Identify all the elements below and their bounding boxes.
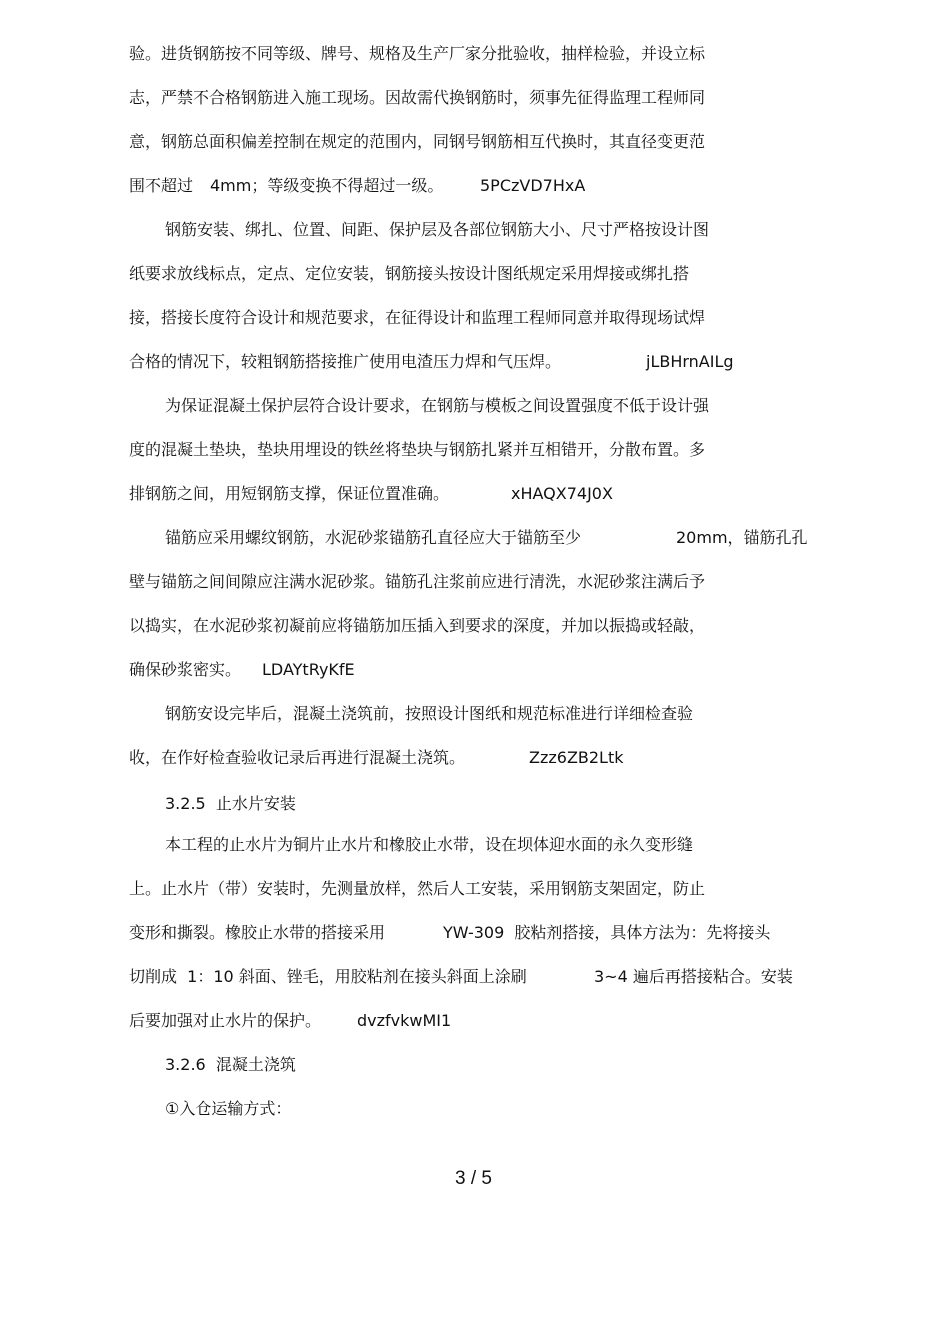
heading-text: 3.2.6 混凝土浇筑 — [165, 1055, 296, 1074]
line-text: 收，在作好检查验收记录后再进行混凝土浇筑。 — [129, 748, 466, 767]
line-code: Zzz6ZB2Ltk — [529, 748, 624, 767]
line-text: 上。止水片（带）安装时，先测量放样，然后人工安装，采用钢筋支架固定，防止 — [129, 879, 706, 898]
line-text-segment: 4mm；等级变换不得超过一级。 — [210, 176, 444, 195]
text-line — [0, 440, 706, 480]
line-text: 壁与锚筋之间间隙应注满水泥砂浆。锚筋孔注浆前应进行清洗，水泥砂浆注满后予 — [129, 572, 706, 591]
line-code: LDAYtRyKfE — [262, 660, 355, 679]
line-text: 后要加强对止水片的保护。 — [129, 1011, 322, 1030]
page-number: 3 / 5 — [455, 1168, 492, 1189]
line-text: 合格的情况下，较粗钢筋搭接推广使用电渣压力焊和气压焊。 — [129, 352, 562, 371]
line-text-segment: 3~4 遍后再搭接粘合。安装 — [594, 967, 793, 986]
line-text: 排钢筋之间，用短钢筋支撑，保证位置准确。 — [129, 484, 450, 503]
section-heading — [0, 1055, 296, 1095]
line-text: 意，钢筋总面积偏差控制在规定的范围内，同钢号钢筋相互代换时，其直径变更范 — [129, 132, 706, 151]
text-line — [0, 835, 694, 875]
line-text: 接，搭接长度符合设计和规范要求，在征得设计和监理工程师同意并取得现场试焊 — [129, 308, 706, 327]
section-heading — [0, 794, 296, 834]
line-text: 确保砂浆密实。 — [129, 660, 242, 679]
line-text: 变形和撕裂。橡胶止水带的搭接采用 — [129, 923, 386, 942]
line-text-segment: YW-309 胶粘剂搭接，具体方法为：先将接头 — [443, 923, 771, 942]
line-text: 验。进货钢筋按不同等级、牌号、规格及生产厂家分批验收，抽样检验，并设立标 — [129, 44, 706, 63]
line-text: 钢筋安装、绑扎、位置、间距、保护层及各部位钢筋大小、尺寸严格按设计图 — [165, 220, 710, 239]
line-code: dvzfvkwMI1 — [357, 1011, 452, 1030]
line-text: 度的混凝土垫块，垫块用埋设的铁丝将垫块与钢筋扎紧并互相错开，分散布置。多 — [129, 440, 706, 459]
line-text: 围不超过 — [129, 176, 194, 195]
line-text: 为保证混凝土保护层符合设计要求，在钢筋与模板之间设置强度不低于设计强 — [165, 396, 710, 415]
text-line — [0, 572, 706, 612]
line-code: 5PCzVD7HxA — [480, 176, 586, 195]
line-text: 志，严禁不合格钢筋进入施工现场。因故需代换钢筋时，须事先征得监理工程师同 — [129, 88, 706, 107]
list-item-text: ①入仓运输方式： — [165, 1099, 292, 1118]
heading-text: 3.2.5 止水片安装 — [165, 794, 296, 813]
line-text: 纸要求放线标点，定点、定位安装，钢筋接头按设计图纸规定采用焊接或绑扎搭 — [129, 264, 690, 283]
line-text: 本工程的止水片为铜片止水片和橡胶止水带，设在坝体迎水面的永久变形缝 — [165, 835, 694, 854]
text-line — [0, 88, 706, 128]
text-line — [0, 396, 710, 436]
text-line — [0, 704, 694, 744]
text-line — [0, 308, 706, 348]
line-code: jLBHrnAILg — [646, 352, 734, 371]
text-line — [0, 616, 706, 656]
line-text: 钢筋安设完毕后，混凝土浇筑前，按照设计图纸和规范标准进行详细检查验 — [165, 704, 694, 723]
line-text-segment: 20mm，锚筋孔孔 — [676, 528, 808, 547]
text-line — [0, 132, 706, 172]
text-line — [0, 44, 706, 84]
list-item — [0, 1099, 292, 1139]
line-text: 锚筋应采用螺纹钢筋，水泥砂浆锚筋孔直径应大于锚筋至少 — [165, 528, 582, 547]
text-line — [0, 879, 706, 919]
text-line — [0, 220, 710, 260]
line-code: xHAQX74J0X — [511, 484, 613, 503]
line-text: 切削成 1：10 斜面、锉毛，用胶粘剂在接头斜面上涂刷 — [129, 967, 527, 986]
text-line — [0, 264, 690, 304]
line-text: 以捣实，在水泥砂浆初凝前应将锚筋加压插入到要求的深度，并加以振捣或轻敲， — [129, 616, 706, 635]
